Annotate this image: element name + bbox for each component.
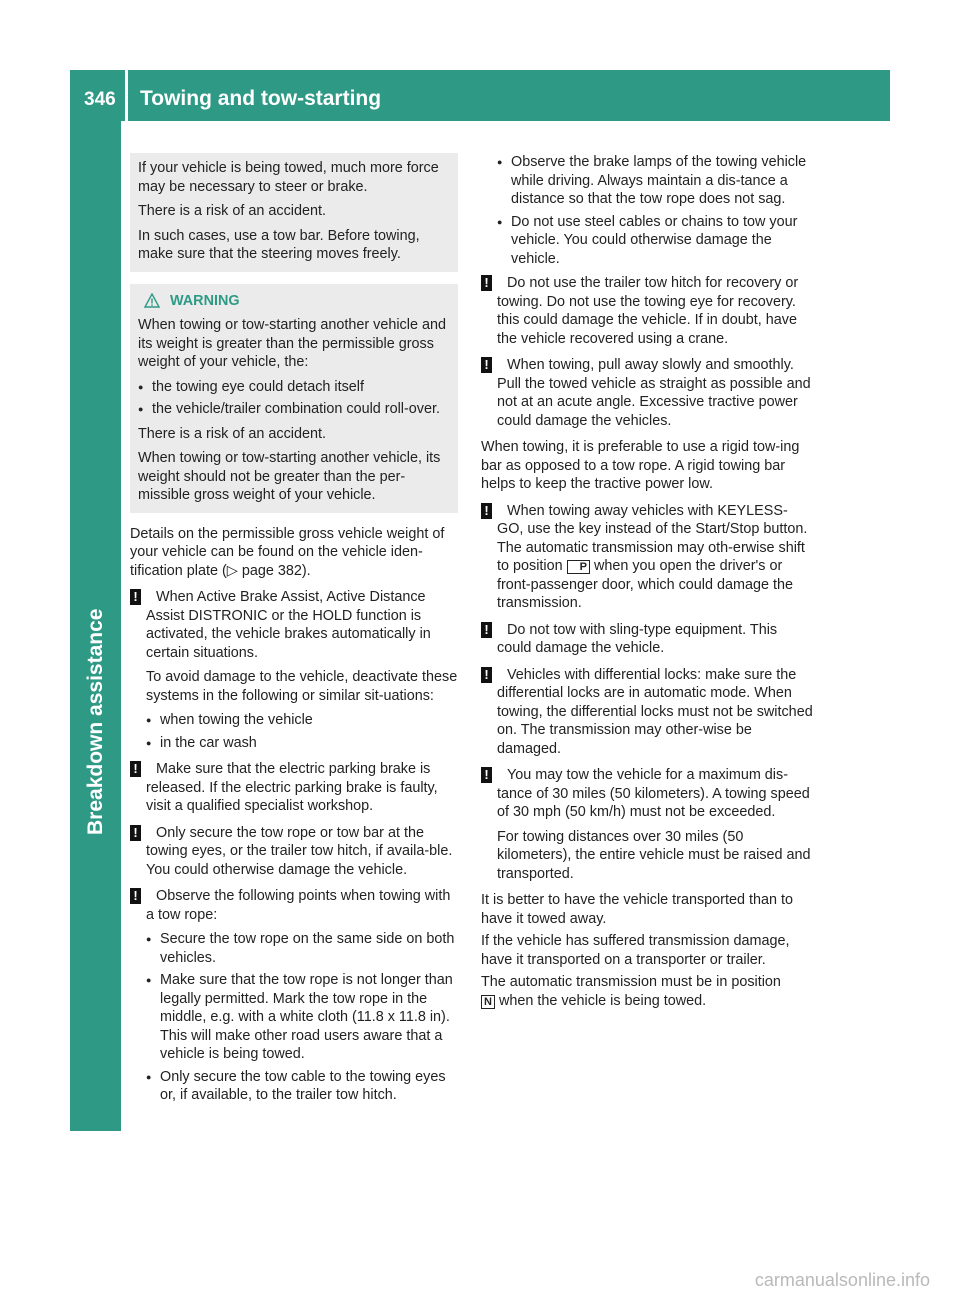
- tow-rope-list-cont: [497, 153, 813, 268]
- exclamation-icon: !: [130, 825, 141, 841]
- list-item: ● Do not use steel cables or chains to tow your vehicle. You could otherwise damage the vehicle.: [497, 213, 813, 269]
- warning-outro: When towing or tow-starting another vehicle, its weight should not be greater than the per-missible gross weight of your vehicle.: [138, 450, 441, 503]
- details-paragraph: Details on the permissible gross vehicle weight of your vehicle can be found on the vehicle iden-tification plate (▷ page 382).: [130, 525, 445, 579]
- transport-paragraph: It is better to have the vehicle transported than to have it towed away.: [481, 892, 793, 927]
- note-sling: [481, 621, 813, 658]
- exclamation-icon: !: [481, 667, 492, 683]
- note-text-part: When towing away vehicles with KEYLESS-GO, use the key instead of the Start/Stop button. The automatic transmission may oth-erwise shift to position: [497, 502, 808, 574]
- rigid-bar-paragraph: When towing, it is preferable to use a rigid tow-ing bar as opposed to a tow rope. A rigid towing bar helps to keep the tractive power low.: [481, 439, 800, 492]
- text-part: The automatic transmission must be in position: [481, 974, 781, 990]
- left-column: [130, 153, 460, 1113]
- transmission-damage-paragraph: If the vehicle has suffered transmission damage, have it transported on a transporter or trailer.: [481, 933, 790, 968]
- info-box: [130, 153, 458, 272]
- note-keyless-go: [481, 502, 813, 613]
- text-part: when the vehicle is being towed.: [498, 992, 707, 1009]
- list-item: ● Only secure the tow cable to the towing eyes or, if available, to the trailer tow hitch.: [146, 1068, 460, 1105]
- list-item: ● when towing the vehicle: [146, 711, 460, 730]
- note-text: [497, 502, 813, 613]
- note-text: Observe the following points when towing with a tow rope:: [146, 888, 451, 923]
- note-tow-rope: [130, 887, 460, 1105]
- note-text: Only secure the tow rope or tow bar at the towing eyes, or the trailer tow hitch, if availa-ble. You could otherwise damage the vehicle.: [146, 824, 453, 878]
- exclamation-icon: !: [481, 503, 492, 519]
- note-differential: [481, 666, 813, 759]
- exclamation-icon: !: [130, 589, 141, 605]
- page-number: 346: [84, 89, 116, 110]
- note-max-distance: [481, 766, 813, 883]
- list-item: ● the towing eye could detach itself: [138, 378, 450, 397]
- gear-p-icon: P: [567, 560, 590, 574]
- note-text: You may tow the vehicle for a maximum dis-tance of 30 miles (50 kilometers). A towing speed of 30 mph (50 km/h) must not be exceeded.: [497, 767, 810, 820]
- info-text-2: There is a risk of an accident.: [138, 203, 326, 219]
- watermark: carmanualsonline.info: [754, 1270, 930, 1290]
- warning-box: [130, 284, 458, 513]
- warning-risk: There is a risk of an accident.: [138, 425, 326, 442]
- note-list: [146, 711, 460, 752]
- neutral-paragraph: [481, 973, 813, 1010]
- right-column: [481, 153, 813, 1018]
- warning-list: [138, 378, 450, 419]
- gear-n-icon: N: [481, 995, 495, 1009]
- note-text: When Active Brake Assist, Active Distance Assist DISTRONIC or the HOLD function is activated, the vehicle brakes automatically in certain situations.: [146, 589, 431, 661]
- warning-label: WARNING: [170, 292, 240, 309]
- list-item: ● Secure the tow rope on the same side on both vehicles.: [146, 930, 460, 967]
- note-parking-brake: [130, 760, 460, 816]
- exclamation-icon: !: [481, 357, 492, 373]
- note-text: Do not tow with sling-type equipment. This could damage the vehicle.: [497, 621, 778, 656]
- warning-triangle-icon: [144, 293, 160, 309]
- note-text: Make sure that the electric parking brake is released. If the electric parking brake is faulty, visit a qualified specialist workshop.: [146, 761, 438, 814]
- page-title: Towing and tow-starting: [140, 87, 382, 110]
- note-text: For towing distances over 30 miles (50 kilometers), the entire vehicle must be raised and transported.: [497, 828, 811, 882]
- note-text: When towing, pull away slowly and smoothly. Pull the towed vehicle as straight as possible and not at an acute angle. Excessive tractive power could damage the vehicles.: [497, 357, 811, 429]
- exclamation-icon: !: [481, 275, 492, 291]
- note-text-part: when you open the driver's or front-passenger door, which could damage the transmission.: [497, 558, 793, 611]
- note-list: [146, 930, 460, 1105]
- note-active-brake: [130, 588, 460, 752]
- list-item: ● in the car wash: [146, 734, 460, 753]
- note-text: Vehicles with differential locks: make sure the differential locks are in automatic mode. When towing, the differential locks must not be switched on. The transmission may other-wise be damaged.: [497, 666, 813, 757]
- info-text-1: If your vehicle is being towed, much more force may be necessary to steer or brake.: [138, 160, 439, 195]
- list-item: ● the vehicle/trailer combination could roll-over.: [138, 400, 450, 419]
- exclamation-icon: !: [481, 622, 492, 638]
- note-trailer-hitch: [481, 274, 813, 348]
- exclamation-icon: !: [481, 767, 492, 783]
- note-towing-eyes: [130, 824, 460, 880]
- warning-heading: [138, 292, 450, 311]
- exclamation-icon: !: [130, 761, 141, 777]
- list-item: ● Make sure that the tow rope is not longer than legally permitted. Mark the tow rope in the middle, e.g. with a white cloth (11.8 x 11.8 in). This will make other road users aware that a vehicle is being towed.: [146, 971, 460, 1064]
- note-pull-away: [481, 356, 813, 430]
- info-text-3: In such cases, use a tow bar. Before towing, make sure that the steering moves freely.: [138, 227, 420, 262]
- side-tab-label: Breakdown assistance: [84, 608, 107, 835]
- list-item: ● Observe the brake lamps of the towing vehicle while driving. Always maintain a dis-tance a distance so that the tow rope does not sag.: [497, 153, 813, 209]
- exclamation-icon: !: [130, 888, 141, 904]
- note-text: Do not use the trailer tow hitch for recovery or towing. Do not use the towing eye for recovery. this could damage the vehicle. If in doubt, have the vehicle recovered using a crane.: [497, 275, 799, 347]
- note-text: To avoid damage to the vehicle, deactivate these systems in the following or similar sit-uations:: [146, 669, 458, 704]
- warning-intro: When towing or tow-starting another vehicle and its weight is greater than the permissible gross weight of your vehicle, the:: [138, 317, 446, 370]
